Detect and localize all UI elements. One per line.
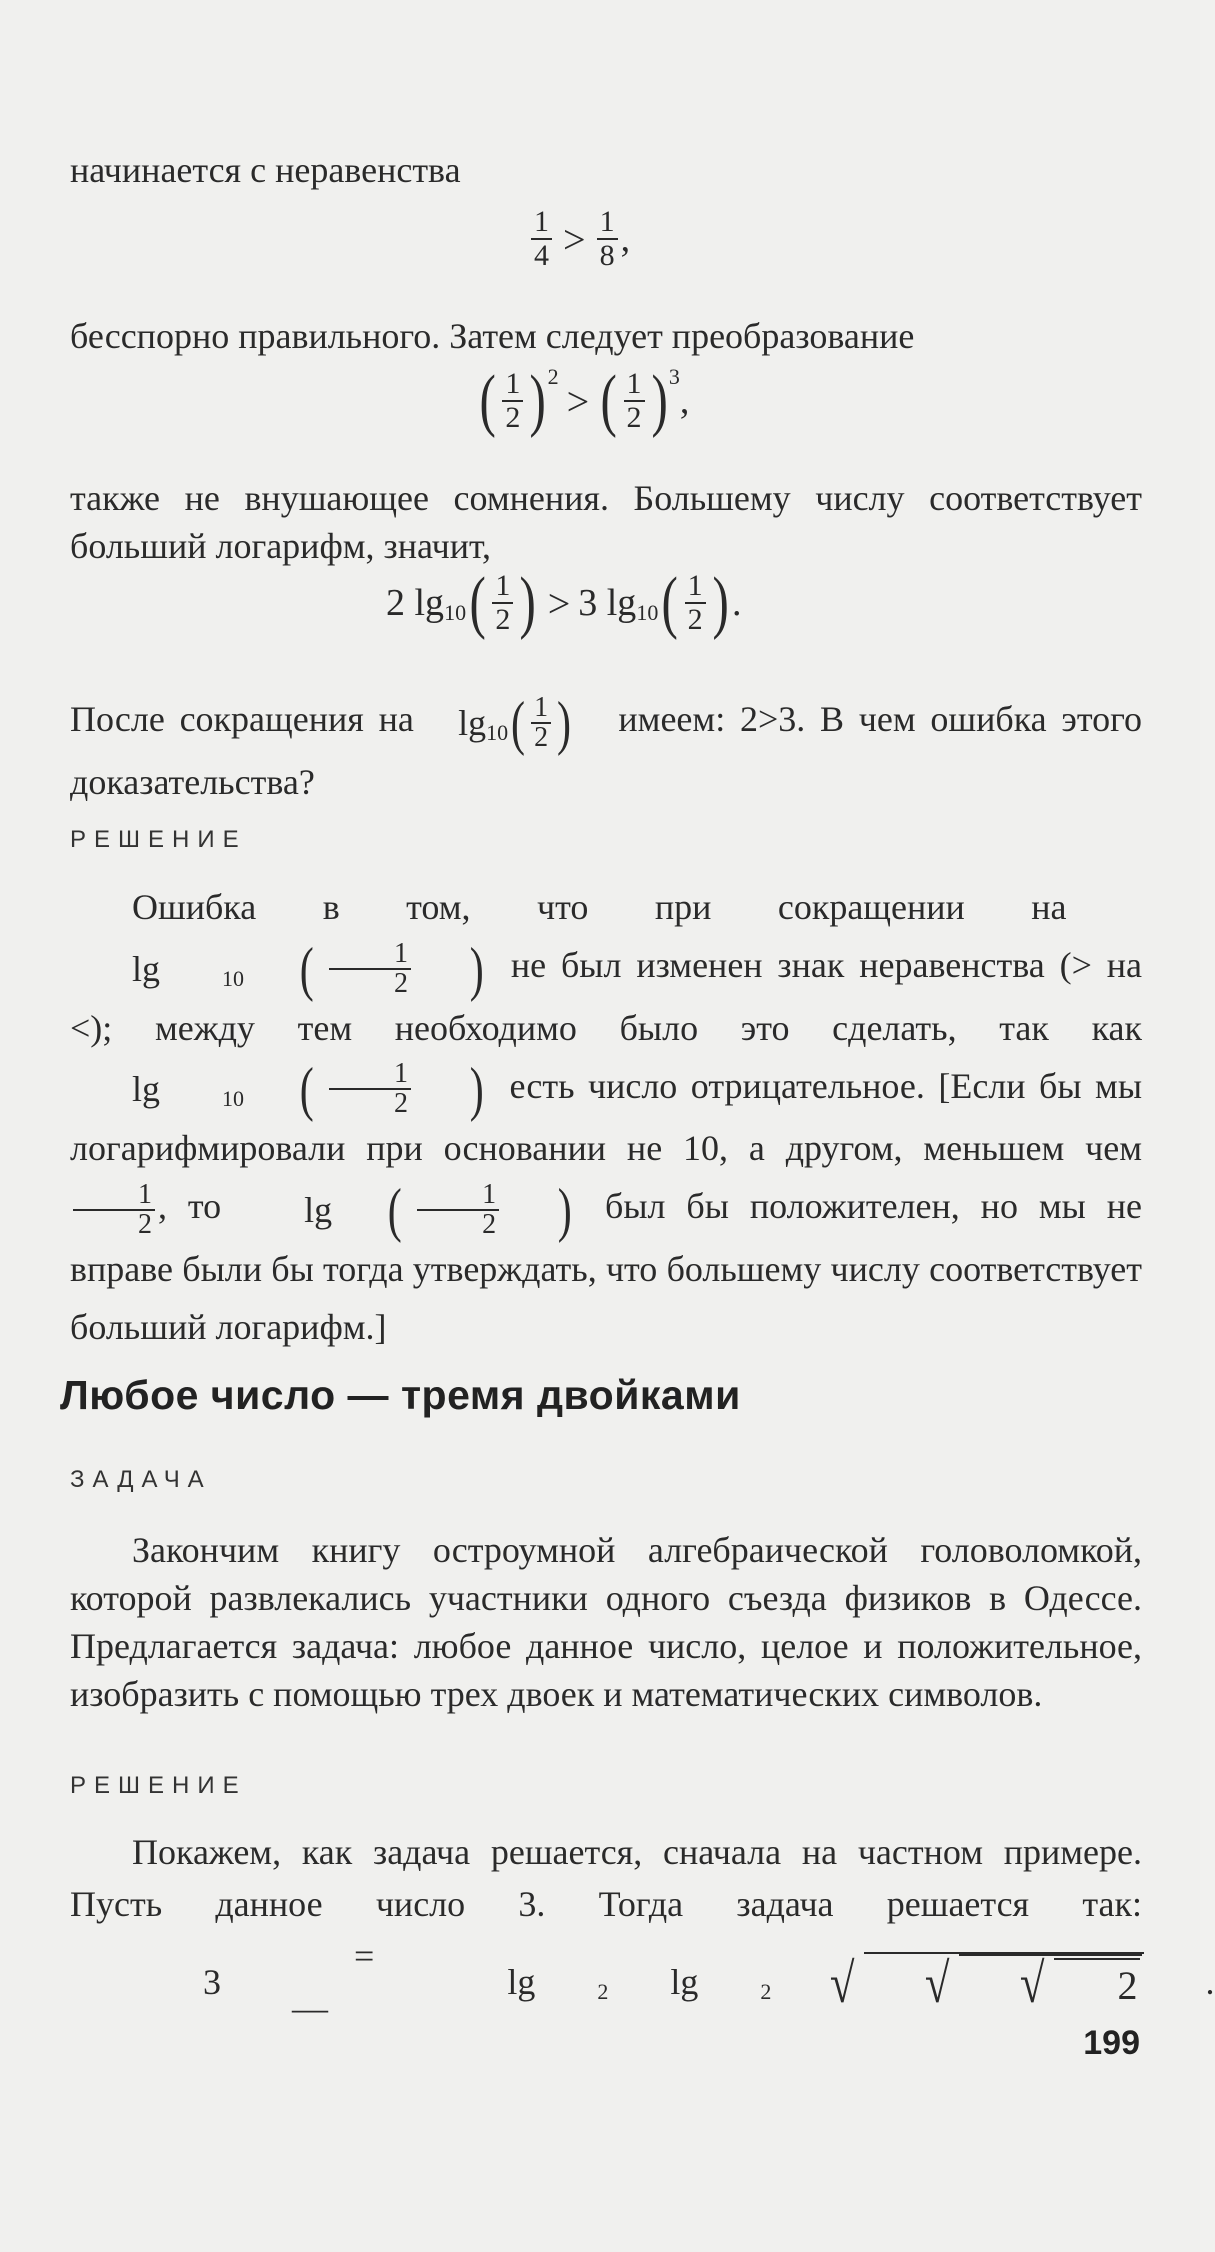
- paragraph-solution-2: Покажем, как задача решается, сначала на частном примере. Пусть данное число 3. Тогда задача решается так: 3 = — lg 2 lg 2 √ √ √ 2 .: [70, 1826, 1142, 2034]
- section-label-solution-2: РЕШЕНИЕ: [70, 1772, 247, 1799]
- formula-three-twos: 3 = — lg 2 lg 2 √ √ √ 2 .: [203, 1936, 1215, 2028]
- fraction: $\frac{1}{4}$: [531, 206, 552, 272]
- formula-powers: ( $\frac{1}{2}$ ) 2 > ( $\frac{1}{2}$ ) 3 ,: [479, 362, 690, 439]
- paragraph-task: Закончим книгу остроумной алгебраической головоломкой, которой развлекались участники одного съезда физиков в Одессе. Предлагается задача: любое данное число, целое и положительное, изобразить с помощью трех двоек и математических символов.: [70, 1530, 1142, 1714]
- paragraph-question: После сокращения на lg 10 ( $\frac{1}{2}$ ) имеем: 2>3. В чем ошибка этого доказательства?: [70, 689, 1142, 802]
- paragraph-solution-1: Ошибка в том, что при сокращении на lg 10 ( $\frac{1}{2}$ ) не был изменен знак неравенства (> на <); между тем необходимо было это сделать, так как lg 10 ( $\frac{1}{2}$ ) есть число отрицательное. [Если бы мы логарифмировали при основании не 10, а другом, меньшем чем $\frac{1}{2}$ , то lg ( $\frac{1}{2}$ ) был бы положителен, но мы не вправе были бы тогда утверждать, что большему числу соответствует больший логарифм.]: [70, 887, 1143, 1348]
- formula-log-inequality: 2 lg 10 ( $\frac{1}{2}$ ) > 3 lg 10 ( $\frac{1}{2}$ ) .: [386, 564, 742, 641]
- paragraph-intro: начинается с неравенства: [70, 150, 461, 190]
- section-label-solution: РЕШЕНИЕ: [70, 826, 247, 853]
- paragraph-transformation: бесспорно правильного. Затем следует преобразование: [70, 316, 915, 356]
- formula-1-4-gt-1-8: $\frac{1}{4}$ > $\frac{1}{8}$ ,: [528, 206, 630, 272]
- section-heading: Любое число — тремя двойками: [60, 1372, 741, 1418]
- inline-log-formula: lg 10 ( $\frac{1}{2}$ ): [458, 689, 572, 756]
- fraction: $\frac{1}{8}$: [597, 206, 618, 272]
- paragraph-logarithm: также не внушающее сомнения. Большему числу соответствует больший логарифм, значит,: [70, 478, 1142, 566]
- section-label-task: ЗАДАЧА: [70, 1466, 212, 1493]
- operator: >: [563, 216, 586, 262]
- page-number: 199: [1083, 2024, 1140, 2062]
